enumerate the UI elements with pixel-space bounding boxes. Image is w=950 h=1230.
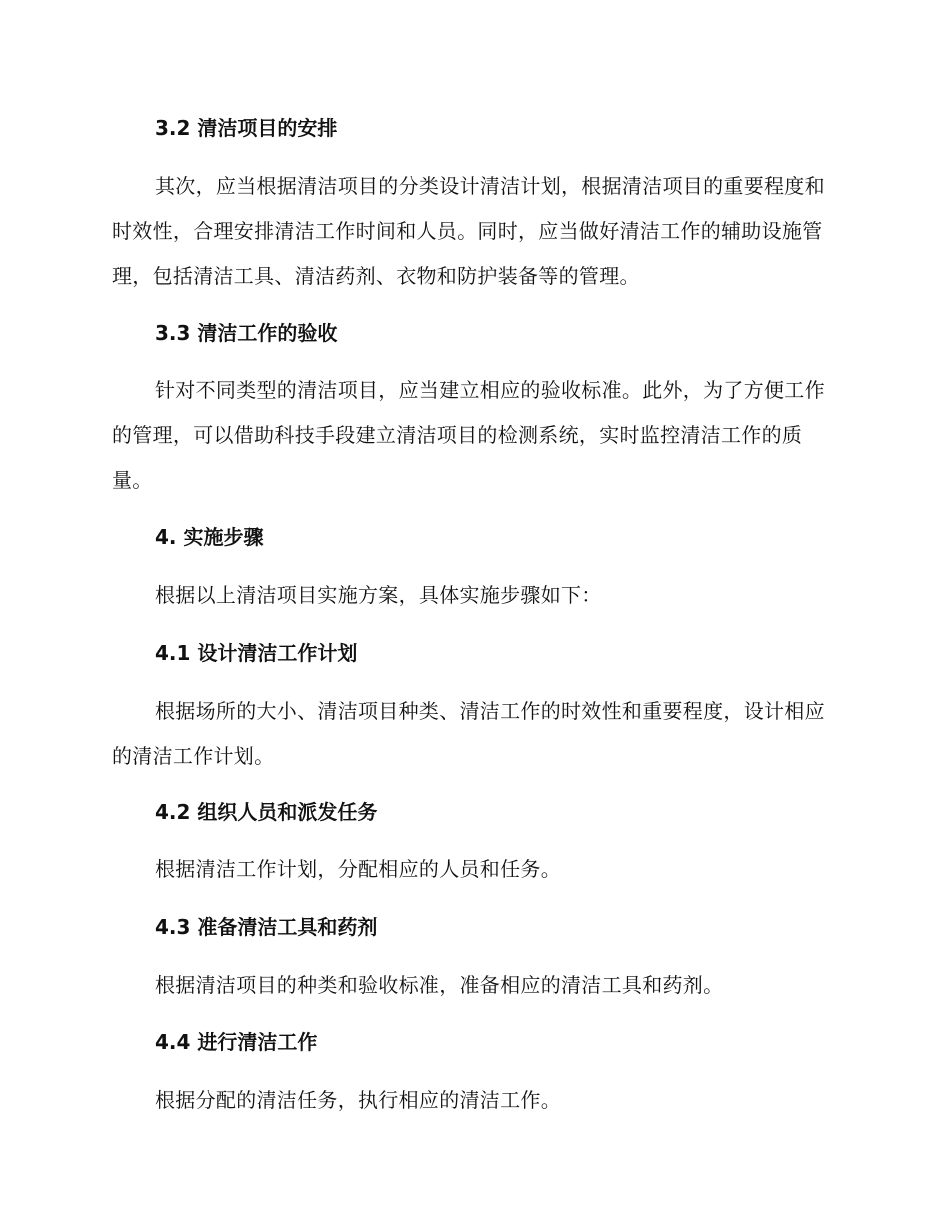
section-heading-4-1: 4.1 设计清洁工作计划 [155,641,358,665]
section-heading-3-2: 3.2 清洁项目的安排 [155,116,338,140]
section-heading-3-3: 3.3 清洁工作的验收 [155,321,338,345]
paragraph-4-2: 根据清洁工作计划，分配相应的人员和任务。 [155,857,561,881]
section-heading-4: 4. 实施步骤 [155,525,264,549]
paragraph-4-3: 根据清洁项目的种类和验收标准，准备相应的清洁工具和药剂。 [155,973,724,997]
paragraph-4: 根据以上清洁项目实施方案，具体实施步骤如下： [155,583,602,607]
paragraph-4-4: 根据分配的清洁任务，执行相应的清洁工作。 [155,1088,561,1112]
section-heading-4-3: 4.3 准备清洁工具和药剂 [155,915,378,939]
paragraph-3-2: 其次，应当根据清洁项目的分类设计清洁计划，根据清洁项目的重要程度和时效性，合理安排清洁工作时间和人员。同时，应当做好清洁工作的辅助设施管理，包括清洁工具、清洁药剂、衣物和防护装备等的管理。 [112,174,825,288]
paragraph-3-3: 针对不同类型的清洁项目，应当建立相应的验收标准。此外，为了方便工作的管理，可以借助科技手段建立清洁项目的检测系统，实时监控清洁工作的质量。 [112,378,825,492]
paragraph-4-1: 根据场所的大小、清洁项目种类、清洁工作的时效性和重要程度，设计相应的清洁工作计划。 [112,699,825,768]
section-heading-4-2: 4.2 组织人员和派发任务 [155,800,378,824]
section-heading-4-4: 4.4 进行清洁工作 [155,1030,318,1054]
